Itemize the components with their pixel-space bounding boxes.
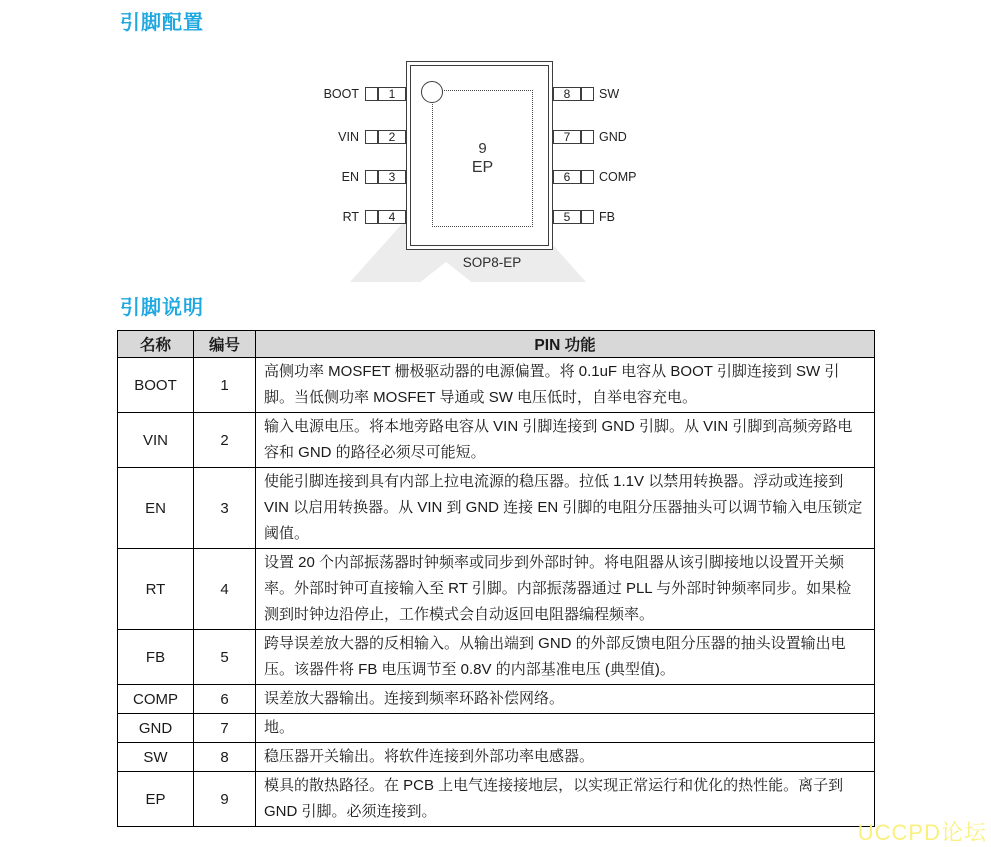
- pin-en: [341, 170, 406, 184]
- pin-description-cell: 稳压器开关输出。将软件连接到外部功率电感器。: [256, 743, 875, 772]
- pin-description-cell: 误差放大器输出。连接到频率环路补偿网络。: [256, 685, 875, 714]
- pin-boot-lead: [365, 87, 378, 101]
- pin-description-cell: 使能引脚连接到具有内部上拉电流源的稳压器。拉低 1.1V 以禁用转换器。浮动或连接到 VIN 以启用转换器。从 VIN 到 GND 连接 EN 引脚的电阻分压器抽头可以调节输入电压锁定阈值。: [256, 468, 875, 549]
- package-type-label: SOP8-EP: [462, 255, 522, 270]
- pin-vin-label: VIN: [338, 130, 359, 144]
- pin-sw-label: SW: [599, 87, 620, 101]
- pin-name-cell: FB: [118, 630, 194, 685]
- pin1-indicator-circle: [421, 81, 443, 103]
- pin-rt: [342, 210, 406, 224]
- pin-gnd-number: 7: [553, 130, 581, 144]
- pin-boot: [323, 87, 406, 101]
- pin-en-label: EN: [341, 170, 359, 184]
- pin-description-cell: 地。: [256, 714, 875, 743]
- pin-comp-lead: [581, 170, 594, 184]
- table-row: [118, 714, 875, 743]
- section-title-pin-configuration: 引脚配置: [120, 12, 204, 34]
- pin-name-cell: COMP: [118, 685, 194, 714]
- table-row: [118, 468, 875, 549]
- exposed-pad-region: [432, 90, 533, 227]
- pin-en-number: 3: [378, 170, 406, 184]
- pin-description-cell: 设置 20 个内部振荡器时钟频率或同步到外部时钟。将电阻器从该引脚接地以设置开关频率。外部时钟可直接输入至 RT 引脚。内部振荡器通过 PLL 与外部时钟频率同步。如果检测到时钟边沿停止，工作模式会自动返回电阻器编程频率。: [256, 549, 875, 630]
- pin-gnd-lead: [581, 130, 594, 144]
- pin-number-cell: 8: [194, 743, 256, 772]
- pin-number-cell: 7: [194, 714, 256, 743]
- pin-number-cell: 6: [194, 685, 256, 714]
- exposed-pad-name: EP: [471, 159, 494, 176]
- pin-number-cell: 2: [194, 413, 256, 468]
- pin-gnd: [553, 130, 627, 144]
- pin-vin-number: 2: [378, 130, 406, 144]
- pin-number-cell: 1: [194, 358, 256, 413]
- pin-sw-lead: [581, 87, 594, 101]
- pin-fb-lead: [581, 210, 594, 224]
- pin-name-cell: SW: [118, 743, 194, 772]
- pin-fb-number: 5: [553, 210, 581, 224]
- pin-en-lead: [365, 170, 378, 184]
- pin-rt-number: 4: [378, 210, 406, 224]
- header-number: 编号: [194, 331, 256, 358]
- pin-description-cell: 跨导误差放大器的反相输入。从输出端到 GND 的外部反馈电阻分压器的抽头设置输出电压。该器件将 FB 电压调节至 0.8V 的内部基准电压 (典型值)。: [256, 630, 875, 685]
- exposed-pad-number: 9: [478, 140, 487, 157]
- pin-name-cell: EN: [118, 468, 194, 549]
- pin-number-cell: 3: [194, 468, 256, 549]
- table-row: [118, 630, 875, 685]
- table-row: [118, 358, 875, 413]
- header-pin-function: PIN 功能: [256, 331, 875, 358]
- pin-sw-number: 8: [553, 87, 581, 101]
- pin-vin: [338, 130, 406, 144]
- table-row: [118, 685, 875, 714]
- pin-comp: [553, 170, 637, 184]
- table-header-row: [118, 331, 875, 358]
- pin-number-cell: 4: [194, 549, 256, 630]
- pin-name-cell: EP: [118, 772, 194, 827]
- site-watermark: UCCPD论坛: [857, 820, 987, 845]
- pin-sw: [553, 87, 620, 101]
- pin-configuration-diagram: [0, 0, 991, 300]
- pin-fb-label: FB: [599, 210, 615, 224]
- pin-comp-label: COMP: [599, 170, 637, 184]
- section-title-pin-description: 引脚说明: [120, 297, 204, 319]
- pin-rt-lead: [365, 210, 378, 224]
- pin-name-cell: RT: [118, 549, 194, 630]
- pin-name-cell: VIN: [118, 413, 194, 468]
- pin-rt-label: RT: [342, 210, 359, 224]
- pin-number-cell: 5: [194, 630, 256, 685]
- pin-number-cell: 9: [194, 772, 256, 827]
- pin-description-table: [117, 330, 875, 827]
- table-row: [118, 549, 875, 630]
- pin-name-cell: GND: [118, 714, 194, 743]
- pin-description-cell: 输入电源电压。将本地旁路电容从 VIN 引脚连接到 GND 引脚。从 VIN 引脚到高频旁路电容和 GND 的路径必须尽可能短。: [256, 413, 875, 468]
- table-row: [118, 413, 875, 468]
- header-name: 名称: [118, 331, 194, 358]
- pin-name-cell: BOOT: [118, 358, 194, 413]
- table-row: [118, 772, 875, 827]
- pin-description-cell: 模具的散热路径。在 PCB 上电气连接接地层，以实现正常运行和优化的热性能。离子到 GND 引脚。必须连接到。: [256, 772, 875, 827]
- pin-fb: [553, 210, 615, 224]
- pin-vin-lead: [365, 130, 378, 144]
- pin-gnd-label: GND: [599, 130, 627, 144]
- pin-comp-number: 6: [553, 170, 581, 184]
- pin-boot-number: 1: [378, 87, 406, 101]
- pin-description-cell: 高侧功率 MOSFET 栅极驱动器的电源偏置。将 0.1uF 电容从 BOOT 引脚连接到 SW 引脚。当低侧功率 MOSFET 导通或 SW 电压低时，自举电容充电。: [256, 358, 875, 413]
- pin-boot-label: BOOT: [323, 87, 359, 101]
- table-row: [118, 743, 875, 772]
